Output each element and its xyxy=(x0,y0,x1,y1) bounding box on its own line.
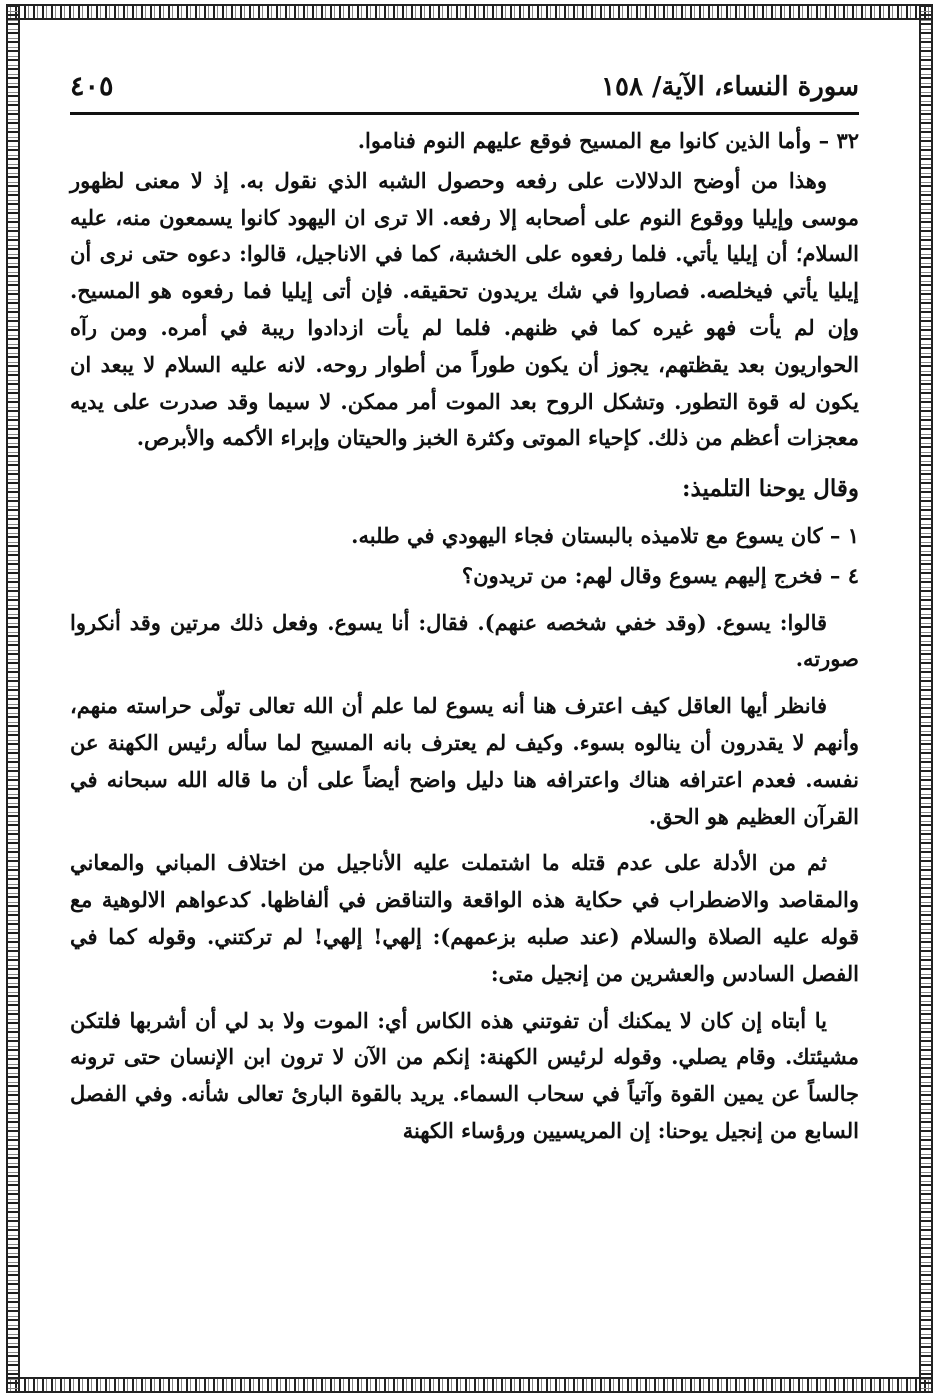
paragraph: فانظر أيها العاقل كيف اعترف هنا أنه يسوع لما علم أن الله تعالى تولّى حراسته منهم، وأنهم لا يقدرون أن ينالوه بسوء. وكيف لم يعترف بانه المسيح لما سأله رئيس الكهنة عن نفسه. فعدم اعترافه هناك واعترافه هنا دليل واضح أيضاً على أن ما قاله الله سبحانه في القرآن العظيم هو الحق. xyxy=(70,693,859,829)
page-border-left xyxy=(6,4,20,1393)
page-border-right xyxy=(919,4,933,1393)
page-number: ٤٠٥ xyxy=(70,71,114,102)
running-title: سورة النساء، الآية/ ١٥٨ xyxy=(601,72,859,102)
paragraph: ١ – كان يسوع مع تلاميذه بالبستان فجاء اليهودي في طلبه. xyxy=(351,522,859,548)
paragraph: يا أبتاه إن كان لا يمكنك أن تفوتني هذه الكاس أي: الموت ولا بد لي أن أشربها فلتكن مشيئتك. وقام يصلي. وقوله لرئيس الكهنة: إنكم من الآن لا ترون ابن الإنسان حتى ترونه جالساً عن يمين القوة وآتياً في سحاب السماء. يريد بالقوة البارئ تعالى شأنه. وفي الفصل السابع من إنجيل يوحنا: إن المريسيين ورؤساء الكهنة xyxy=(70,1007,859,1143)
running-header xyxy=(70,62,859,115)
paragraph: ٤ – فخرج إليهم يسوع وقال لهم: من تريدون؟ xyxy=(461,562,859,588)
paragraph: ٣٢ – وأما الذين كانوا مع المسيح فوقع عليهم النوم فناموا. xyxy=(357,128,859,153)
page-border-top xyxy=(6,4,933,20)
paragraph: وهذا من أوضح الدلالات على رفعه وحصول الشبه الذي نقول به. إذ لا معنى لظهور موسى وإيليا ووقوع النوم على أصحابه إلا رفعه. الا ترى ان اليهود كانوا يسمعون منه، عليه السلام؛ أن إيليا يأتي. فلما رفعوه على الخشبة، كما في الاناجيل، قالوا: دعوه حتى نرى أن إيليا يأتي فيخلصه. فصاروا في شك يريدون تحقيقه. فإن أتى إيليا فما رفعوه هو المسيح. وإن لم يأت فهو غيره كما في ظنهم. فلما لم يأت ازدادوا ريبة في أمره. ومن رآه الحواريون بعد يقظتهم، يجوز أن يكون طوراً من أطوار روحه. لانه عليه السلام لا يبعد ان يكون له قوة التطور. وتشكل الروح بعد الموت أمر ممكن. لا سيما وقد صدرت على يديه معجزات أعظم من ذلك. كإحياء الموتى وكثرة الخبز والحيتان وإبراء الأكمه والأبرص. xyxy=(70,167,859,451)
paragraph: ثم من الأدلة على عدم قتله ما اشتملت عليه الأناجيل من اختلاف المباني والمعاني والمقاصد والاضطراب في حكاية هذه الواقعة والتناقض في ألفاظها. كدعواهم الالوهية مع قوله عليه الصلاة والسلام (عند صلبه بزعمهم): إلهي! إلهي! لم تركتني. وقوله كما في الفصل السادس والعشرين من إنجيل متى: xyxy=(70,850,859,986)
paragraph: قالوا: يسوع. (وقد خفي شخصه عنهم). فقال: أنا يسوع. وفعل ذلك مرتين وقد أنكروا صورته. xyxy=(70,609,859,672)
section-heading: وقال يوحنا التلميذ: xyxy=(681,475,859,503)
page-content xyxy=(70,62,859,1359)
page-border-bottom xyxy=(6,1377,933,1393)
